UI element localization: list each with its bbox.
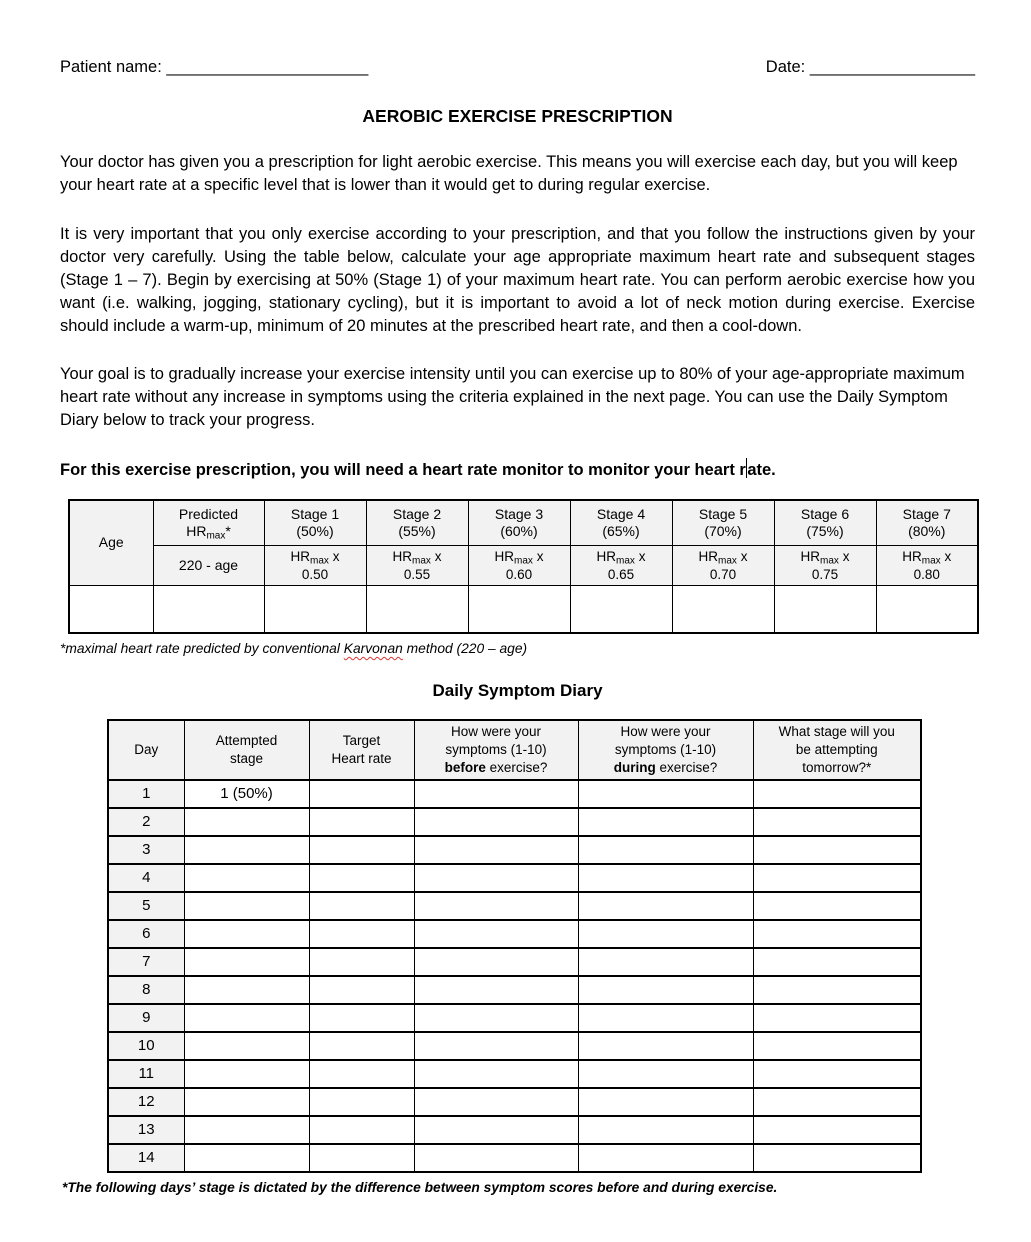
- diary-target-cell[interactable]: [309, 976, 414, 1004]
- diary-attempted-cell[interactable]: [184, 864, 309, 892]
- instructions-paragraph: It is very important that you only exercise according to your prescription, and that you follow the instructions given by your doctor very carefully. Using the table below, calculate your age appropriate maximum heart rate and subsequent stages (Stage 1 – 7). Begin by exercising at 50% (Stage 1) of your maximum heart rate. You can perform aerobic exercise how you want (i.e. walking, jogging, stationary cycling), but it is important to avoid a lot of neck motion during exercise. Exercise should include a warm-up, minimum of 20 minutes at the prescribed heart rate, and then a cool-down.: [60, 225, 975, 335]
- hr-entry-cell[interactable]: [153, 586, 264, 634]
- formula-line: $HR_{max}$ x: [392, 549, 442, 567]
- diary-col-symptoms-before: How were your symptoms (1-10) before exercise?: [414, 720, 578, 780]
- hr-stage-formula-1: [264, 546, 366, 586]
- stage-label: Stage 5: [698, 505, 748, 522]
- hr-stage-header-4: [570, 500, 672, 546]
- formula-line: $HR_{max}$ x: [698, 549, 748, 567]
- footnote-text-end: method (220 – age): [402, 641, 528, 656]
- diary-footnote: *The following days’ stage is dictated by the difference between symptom scores before and during exercise.: [62, 1180, 778, 1195]
- diary-target-cell[interactable]: [309, 920, 414, 948]
- hr-stage-header-1: [264, 500, 366, 546]
- diary-tomorrow-cell[interactable]: [753, 948, 921, 976]
- hr-entry-cell[interactable]: [570, 586, 672, 634]
- diary-row-7: [108, 948, 921, 976]
- date-label: Date:: [765, 58, 810, 76]
- diary-tomorrow-cell[interactable]: [753, 920, 921, 948]
- diary-row-11: [108, 1060, 921, 1088]
- hr-entry-cell[interactable]: [672, 586, 774, 634]
- note-text-before-caret: For this exercise prescription, you will need a heart rate monitor to monitor your heart r: [60, 461, 746, 479]
- diary-col-day: Day: [108, 720, 184, 780]
- intro-paragraph: Your doctor has given you a prescription for light aerobic exercise. This means you will exercise each day, but you will keep your heart rate at a specific level that is lower than it would get to during regular exercise.: [60, 153, 958, 194]
- hr-predicted-formula: 220 - age: [153, 546, 264, 586]
- diary-before-cell[interactable]: [414, 836, 578, 864]
- diary-target-cell[interactable]: [309, 808, 414, 836]
- diary-attempted-cell[interactable]: [184, 948, 309, 976]
- diary-attempted-cell[interactable]: [184, 1116, 309, 1144]
- patient-name-blank-line[interactable]: ______________________: [166, 58, 369, 76]
- diary-tomorrow-cell[interactable]: [753, 1032, 921, 1060]
- diary-before-cell[interactable]: [414, 864, 578, 892]
- diary-before-cell[interactable]: [414, 780, 578, 808]
- stage-percent: (75%): [806, 523, 844, 539]
- diary-row-10: [108, 1032, 921, 1060]
- diary-attempted-cell[interactable]: [184, 976, 309, 1004]
- formula-line: $HR_{max}$ x: [902, 549, 952, 567]
- diary-row-1: [108, 780, 921, 808]
- stage-percent: (70%): [704, 523, 742, 539]
- diary-target-cell[interactable]: [309, 1060, 414, 1088]
- formula-line: $HR_{max}$ x: [290, 549, 340, 567]
- diary-target-cell[interactable]: [309, 1144, 414, 1172]
- diary-tomorrow-cell[interactable]: [753, 892, 921, 920]
- footnote-text: *maximal heart rate predicted by conventional: [60, 641, 344, 656]
- formula-factor: 0.80: [913, 566, 940, 582]
- date-blank-line[interactable]: __________________: [809, 58, 975, 76]
- formula-factor: 0.75: [811, 566, 839, 582]
- diary-before-cell[interactable]: [414, 920, 578, 948]
- hr-header-row-2: [69, 546, 978, 586]
- daily-symptom-diary-table: [107, 719, 922, 1173]
- hr-entry-cell[interactable]: [366, 586, 468, 634]
- document-header-line: [60, 56, 975, 79]
- diary-day-cell: 6: [108, 920, 184, 948]
- hr-col-predicted: [153, 500, 264, 546]
- stage-percent: (65%): [602, 523, 640, 539]
- formula-line: $HR_{max}$ x: [800, 549, 850, 567]
- diary-during-cell[interactable]: [578, 920, 753, 948]
- hr-stage-header-5: [672, 500, 774, 546]
- hr-entry-cell[interactable]: [876, 586, 978, 634]
- note-text-after-caret: ate.: [747, 461, 776, 479]
- diary-tomorrow-cell[interactable]: [753, 1060, 921, 1088]
- stage-label: Stage 7: [902, 505, 951, 522]
- diary-day-cell: 11: [108, 1060, 184, 1088]
- diary-day-cell: 9: [108, 1004, 184, 1032]
- diary-during-cell[interactable]: [578, 1060, 753, 1088]
- stage-percent: (55%): [398, 523, 436, 539]
- diary-row-8: [108, 976, 921, 1004]
- diary-during-cell[interactable]: [578, 780, 753, 808]
- hr-entry-row: [69, 586, 978, 634]
- diary-row-3: [108, 836, 921, 864]
- diary-tomorrow-cell[interactable]: [753, 976, 921, 1004]
- diary-attempted-cell[interactable]: [184, 920, 309, 948]
- diary-during-cell[interactable]: [578, 836, 753, 864]
- diary-attempted-cell[interactable]: [184, 808, 309, 836]
- hr-stage-formula-4: [570, 546, 672, 586]
- stage-label: Stage 6: [800, 505, 850, 522]
- diary-before-cell[interactable]: [414, 892, 578, 920]
- diary-during-cell[interactable]: [578, 976, 753, 1004]
- stage-percent: (50%): [296, 523, 334, 539]
- diary-before-cell[interactable]: [414, 1004, 578, 1032]
- diary-target-cell[interactable]: [309, 836, 414, 864]
- diary-before-cell[interactable]: [414, 808, 578, 836]
- diary-col-attempted-stage: Attempted stage: [184, 720, 309, 780]
- diary-tomorrow-cell[interactable]: [753, 1144, 921, 1172]
- diary-before-cell[interactable]: [414, 1144, 578, 1172]
- hr-stage-header-7: [876, 500, 978, 546]
- stage-label: Stage 4: [596, 505, 646, 522]
- diary-header-row: [108, 720, 921, 780]
- diary-day-cell: 10: [108, 1032, 184, 1060]
- diary-tomorrow-cell[interactable]: [753, 1004, 921, 1032]
- patient-name-field: [60, 56, 368, 79]
- diary-during-cell[interactable]: [578, 1144, 753, 1172]
- diary-target-cell[interactable]: [309, 864, 414, 892]
- formula-factor: 0.65: [607, 566, 635, 582]
- diary-tomorrow-cell[interactable]: [753, 1088, 921, 1116]
- diary-row-14: [108, 1144, 921, 1172]
- stage-label: Stage 2: [392, 505, 442, 522]
- diary-day-cell: 7: [108, 948, 184, 976]
- diary-attempted-cell[interactable]: [184, 1144, 309, 1172]
- formula-line: $HR_{max}$ x: [596, 549, 646, 567]
- diary-target-cell[interactable]: [309, 892, 414, 920]
- predicted-label: Predicted: [178, 505, 239, 522]
- diary-attempted-cell[interactable]: [184, 892, 309, 920]
- formula-factor: 0.55: [403, 566, 431, 582]
- diary-day-cell: 2: [108, 808, 184, 836]
- diary-day-cell: 1: [108, 780, 184, 808]
- diary-target-cell[interactable]: [309, 948, 414, 976]
- diary-during-cell[interactable]: [578, 1032, 753, 1060]
- formula-factor: 0.60: [505, 566, 533, 582]
- diary-during-cell[interactable]: [578, 1116, 753, 1144]
- hr-stage-formula-5: [672, 546, 774, 586]
- misspelled-word: Karvonan: [343, 641, 403, 656]
- hr-stage-formula-6: [774, 546, 876, 586]
- diary-during-cell[interactable]: [578, 864, 753, 892]
- stage-percent: (80%): [908, 523, 946, 539]
- diary-tomorrow-cell[interactable]: [753, 864, 921, 892]
- diary-col-target-heart-rate: Target Heart rate: [309, 720, 414, 780]
- diary-during-cell[interactable]: [578, 1088, 753, 1116]
- diary-tomorrow-cell[interactable]: [753, 836, 921, 864]
- diary-day-cell: 14: [108, 1144, 184, 1172]
- diary-attempted-cell[interactable]: [184, 1060, 309, 1088]
- diary-day-cell: 3: [108, 836, 184, 864]
- hr-entry-cell[interactable]: [774, 586, 876, 634]
- diary-day-cell: 8: [108, 976, 184, 1004]
- hr-table-footnote: [60, 640, 975, 657]
- diary-attempted-cell[interactable]: 1 (50%): [184, 780, 309, 808]
- stage-label: Stage 1: [290, 505, 340, 522]
- diary-before-cell[interactable]: [414, 1116, 578, 1144]
- diary-col-tomorrow: What stage will you be attempting tomorrow?*: [753, 720, 921, 780]
- diary-during-cell[interactable]: [578, 948, 753, 976]
- goal-paragraph: Your goal is to gradually increase your exercise intensity until you can exercise up to 80% of your age-appropriate maximum heart rate without any increase in symptoms using the criteria explained in the next page. You can use the Daily Symptom Diary below to track your progress.: [60, 365, 965, 429]
- diary-attempted-cell[interactable]: [184, 836, 309, 864]
- predicted-hrmax: $HR_{max}*$: [186, 523, 231, 542]
- diary-before-cell[interactable]: [414, 948, 578, 976]
- hr-entry-cell[interactable]: [69, 586, 153, 634]
- diary-before-cell[interactable]: [414, 1060, 578, 1088]
- diary-target-cell[interactable]: [309, 780, 414, 808]
- stage-label: Stage 3: [494, 505, 544, 522]
- diary-attempted-cell[interactable]: [184, 1032, 309, 1060]
- diary-tomorrow-cell[interactable]: [753, 1116, 921, 1144]
- hr-stage-formula-3: [468, 546, 570, 586]
- diary-row-2: [108, 808, 921, 836]
- formula-factor: 0.70: [709, 566, 737, 582]
- hr-stage-header-3: [468, 500, 570, 546]
- formula-line: $HR_{max}$ x: [494, 549, 544, 567]
- diary-attempted-cell[interactable]: [184, 1004, 309, 1032]
- diary-tomorrow-cell[interactable]: [753, 808, 921, 836]
- hr-entry-cell[interactable]: [264, 586, 366, 634]
- diary-tomorrow-cell[interactable]: [753, 780, 921, 808]
- diary-target-cell[interactable]: [309, 1088, 414, 1116]
- hr-col-age: Age: [69, 500, 153, 586]
- diary-table-body: [108, 780, 921, 1172]
- diary-target-cell[interactable]: [309, 1004, 414, 1032]
- heart-rate-stages-table: [68, 499, 979, 634]
- diary-row-13: [108, 1116, 921, 1144]
- diary-row-4: [108, 864, 921, 892]
- stage-percent: (60%): [500, 523, 538, 539]
- diary-col-symptoms-during: How were your symptoms (1-10) during exercise?: [578, 720, 753, 780]
- heart-rate-monitor-note: [60, 458, 975, 482]
- diary-before-cell[interactable]: [414, 976, 578, 1004]
- diary-during-cell[interactable]: [578, 1004, 753, 1032]
- diary-day-cell: 5: [108, 892, 184, 920]
- diary-during-cell[interactable]: [578, 808, 753, 836]
- formula-factor: 0.50: [301, 566, 329, 582]
- diary-target-cell[interactable]: [309, 1116, 414, 1144]
- hr-entry-cell[interactable]: [468, 586, 570, 634]
- diary-during-cell[interactable]: [578, 892, 753, 920]
- hr-stage-header-6: [774, 500, 876, 546]
- hr-header-row-1: [69, 500, 978, 546]
- diary-row-5: [108, 892, 921, 920]
- diary-before-cell[interactable]: [414, 1032, 578, 1060]
- diary-row-6: [108, 920, 921, 948]
- patient-name-label: Patient name:: [60, 58, 167, 76]
- diary-row-12: [108, 1088, 921, 1116]
- hr-stage-formula-2: [366, 546, 468, 586]
- diary-row-9: [108, 1004, 921, 1032]
- date-field: [766, 56, 975, 79]
- diary-day-cell: 13: [108, 1116, 184, 1144]
- hr-stage-formula-7: [876, 546, 978, 586]
- diary-target-cell[interactable]: [309, 1032, 414, 1060]
- page-title: AEROBIC EXERCISE PRESCRIPTION: [362, 106, 673, 126]
- hr-stage-header-2: [366, 500, 468, 546]
- diary-day-cell: 12: [108, 1088, 184, 1116]
- diary-day-cell: 4: [108, 864, 184, 892]
- diary-before-cell[interactable]: [414, 1088, 578, 1116]
- diary-attempted-cell[interactable]: [184, 1088, 309, 1116]
- diary-title: Daily Symptom Diary: [432, 681, 603, 700]
